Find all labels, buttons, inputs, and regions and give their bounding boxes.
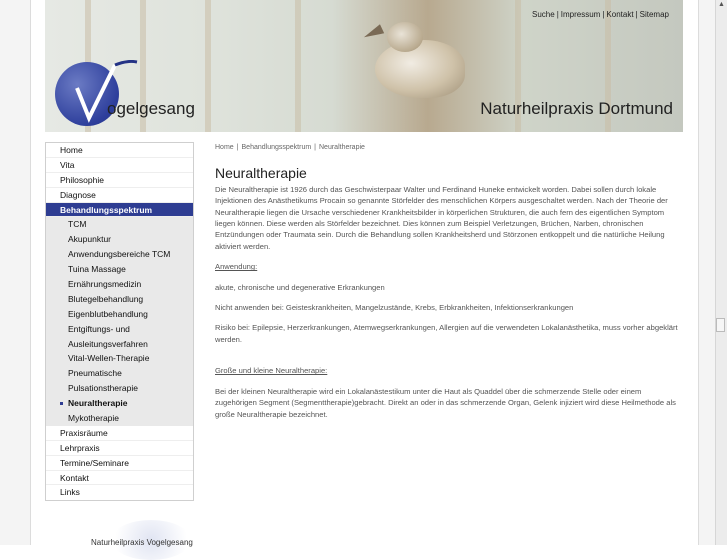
- logo-v-icon: [75, 60, 145, 130]
- subnav-item-ernaehrungsmedizin[interactable]: Ernährungsmedizin: [46, 277, 193, 292]
- gross-klein-text: Bei der kleinen Neuraltherapie wird ein Lokalanästestikum unter die Haut als Quaddel über die schmerzende Stelle oder einem zugehörigen Segment (Segmenttherapie)gebracht. Direkt an oder in das schmerzende Organ, Gelenk injiziert wird diese Heilmethode als große Neuraltherapie bezeichnet.: [215, 386, 676, 419]
- breadcrumb-home[interactable]: Home: [215, 144, 234, 151]
- subnav-item-blutegelbehandlung[interactable]: Blutegelbehandlung: [46, 292, 193, 307]
- subnav-item-eigenblutbehandlung[interactable]: Eigenblutbehandlung: [46, 307, 193, 322]
- header-banner: [45, 0, 683, 132]
- header-links: [532, 10, 669, 19]
- nav-item-behandlungsspektrum[interactable]: Behandlungsspektrum: [46, 203, 193, 218]
- sidebar-nav: [45, 142, 194, 501]
- subnav-item-pneumatische[interactable]: Pneumatische: [46, 366, 193, 381]
- link-kontakt[interactable]: Kontakt: [606, 10, 634, 19]
- scrollbar-thumb[interactable]: [716, 318, 725, 332]
- gross-klein-heading-text: Große und kleine Neuraltherapie:: [215, 366, 328, 376]
- site-title: Naturheilpraxis Dortmund: [480, 99, 673, 118]
- anwendung-text: akute, chronische und degenerative Erkrankungen: [215, 282, 385, 292]
- nav-item-philosophie[interactable]: Philosophie: [46, 173, 193, 188]
- subnav-item-neuraltherapie[interactable]: [46, 396, 193, 411]
- anwendung-heading: Anwendung:: [215, 262, 258, 272]
- breadcrumb-behandlungsspektrum[interactable]: Behandlungsspektrum: [241, 144, 312, 151]
- breadcrumb-current[interactable]: Neuraltherapie: [319, 144, 365, 151]
- nav-item-kontakt[interactable]: Kontakt: [46, 471, 193, 486]
- separator: |: [236, 144, 239, 151]
- footer-text: Naturheilpraxis Vogelgesang: [91, 538, 193, 547]
- logo-text[interactable]: ogelgesang: [107, 99, 195, 118]
- subnav-item-entgiftung[interactable]: Entgiftungs- und: [46, 322, 193, 337]
- nicht-anwenden-text: Nicht anwenden bei: Geisteskrankheiten, Mangelzustände, Krebs, Erbkrankheiten, Infektionserkrankungen: [215, 303, 574, 313]
- bird-head-image: [387, 22, 423, 52]
- subnav-item-tcm[interactable]: TCM: [46, 217, 193, 232]
- nav-item-lehrpraxis[interactable]: Lehrpraxis: [46, 441, 193, 456]
- separator: |: [635, 10, 638, 19]
- current-marker-icon: [60, 402, 63, 405]
- subnav-item-pulsationstherapie[interactable]: Pulsationstherapie: [46, 381, 193, 396]
- bird-image: [375, 40, 465, 98]
- subnav-item-ausleitungsverfahren[interactable]: Ausleitungsverfahren: [46, 337, 193, 352]
- nav-item-diagnose[interactable]: Diagnose: [46, 188, 193, 203]
- intro-paragraph: Die Neuraltherapie ist 1926 durch das Geschwisterpaar Walter und Ferdinand Huneke entwickelt worden. Dabei sollen durch lokale Injektionen des Anästhetikums Procain so genannte Störfelder des menschlichen Körpers ausgeschaltet werden. Nach der Theorie der Neuraltherapie liegen die Ursache verschiedener Krankheitsbilder in körperlichen Strukturen, die auch fern des eigentlichen Symptom liegen können. Diese werden als Störfelder bezeichnet. Dies können zum Beispiel Verletzungen, Brüchen, Narben, chronischen Entzündungen oder Traumata sein. Durch die Behandlung sollen Krankheitsherd und Störzonen entkoppelt und die natürliche Heilung aktiviert werden.: [215, 184, 668, 251]
- link-sitemap[interactable]: Sitemap: [639, 10, 669, 19]
- nav-item-termine-seminare[interactable]: Termine/Seminare: [46, 456, 193, 471]
- subnav-item-tuina-massage[interactable]: Tuina Massage: [46, 262, 193, 277]
- nav-item-home[interactable]: Home: [46, 143, 193, 158]
- subnav-item-akupunktur[interactable]: Akupunktur: [46, 232, 193, 247]
- bird-beak-image: [362, 24, 384, 42]
- page-title: Neuraltherapie: [215, 165, 307, 182]
- main-content: [215, 142, 685, 420]
- gross-klein-heading: [215, 365, 685, 376]
- separator: |: [556, 10, 559, 19]
- subnav-item-vital-wellen-therapie[interactable]: Vital-Wellen-Therapie: [46, 351, 193, 366]
- page-container: [30, 0, 699, 545]
- risiko-text: Risiko bei: Epilepsie, Herzerkrankungen, Atemwegserkrankungen, Allergien auf die verwendeten Lokalanästhetika, muss vorher abgeklärt werden.: [215, 323, 678, 344]
- separator: |: [602, 10, 605, 19]
- link-suche[interactable]: Suche: [532, 10, 555, 19]
- subnav-item-label: Neuraltherapie: [68, 398, 128, 409]
- nav-item-praxisraeume[interactable]: Praxisräume: [46, 426, 193, 441]
- subnav-item-anwendungsbereiche-tcm[interactable]: Anwendungsbereiche TCM: [46, 247, 193, 262]
- separator: |: [314, 144, 316, 151]
- vertical-scrollbar[interactable]: [715, 0, 727, 545]
- nav-item-vita[interactable]: Vita: [46, 158, 193, 173]
- reed-decoration: [205, 0, 211, 132]
- scroll-up-icon[interactable]: ▲: [718, 1, 725, 8]
- breadcrumb: [215, 142, 685, 153]
- reed-decoration: [295, 0, 301, 132]
- subnav-item-mykotherapie[interactable]: Mykotherapie: [46, 411, 193, 426]
- nav-item-links[interactable]: Links: [60, 487, 80, 498]
- link-impressum[interactable]: Impressum: [560, 10, 601, 19]
